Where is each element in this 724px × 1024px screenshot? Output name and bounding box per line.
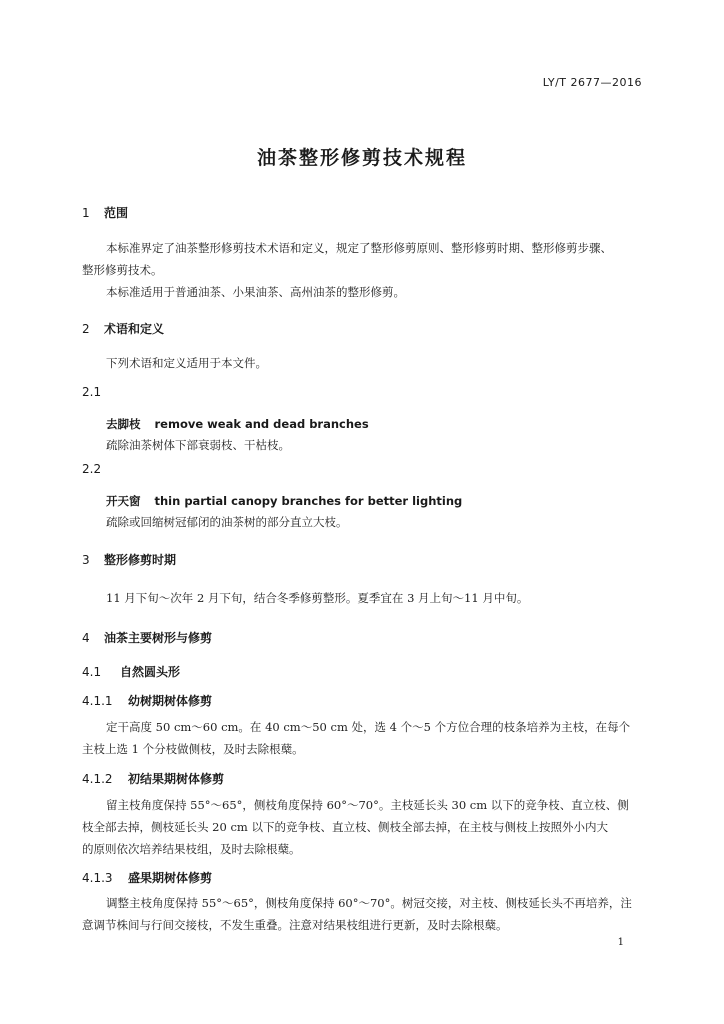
document-title: 油茶整形修剪技术规程 (256, 147, 467, 169)
section-4-1-1-number: 4.1.1 (82, 694, 113, 708)
section-1-title: 范围 (104, 206, 129, 220)
scope-paragraph-2: 本标准适用于普通油茶、小果油茶、高州油茶的整形修剪。 (106, 285, 405, 299)
page-number: 1 (617, 937, 624, 948)
full-fruiting-paragraph-line-2: 意调节株间与行间交接枝，不发生重叠。注意对结果枝组进行更新，及时去除根蘖。 (82, 918, 508, 932)
section-2-heading (82, 320, 164, 337)
section-4-1-3-heading (82, 869, 212, 886)
scope-paragraph-1-line-2: 整形修剪技术。 (82, 263, 163, 277)
term-2-1-number: 2.1 (82, 385, 102, 399)
early-fruiting-paragraph-line-1: 留主枝角度保持 55°～65°，侧枝角度保持 60°～70°。主枝延长头 30 cm 以下的竞争枝、直立枝、侧 (106, 798, 629, 812)
term-2-1-english: remove weak and dead branches (154, 417, 369, 431)
section-4-1-2-heading (82, 770, 224, 787)
young-tree-paragraph-line-1: 定干高度 50 cm～60 cm。在 40 cm～50 cm 处，选 4 个～5 个方位合理的枝条培养为主枝，在每个 (106, 720, 631, 734)
section-3-title: 整形修剪时期 (104, 553, 177, 567)
section-4-1-2-number: 4.1.2 (82, 772, 113, 786)
section-4-1-2-title: 初结果期树体修剪 (128, 772, 225, 786)
term-2-2-english: thin partial canopy branches for better lighting (154, 494, 463, 508)
section-4-title: 油茶主要树形与修剪 (104, 631, 213, 645)
section-4-1-3-number: 4.1.3 (82, 871, 113, 885)
section-4-1-3-title: 盛果期树体修剪 (128, 871, 213, 885)
section-2-title: 术语和定义 (104, 322, 165, 336)
section-2-number: 2 (82, 322, 90, 336)
early-fruiting-paragraph-line-3: 的原则依次培养结果枝组，及时去除根蘖。 (82, 842, 301, 856)
term-2-2-chinese: 开天窗 (106, 494, 141, 508)
section-1-number: 1 (82, 206, 90, 220)
section-4-1-heading (82, 663, 180, 680)
section-3-number: 3 (82, 553, 90, 567)
term-2-1-chinese: 去脚枝 (106, 417, 141, 431)
section-3-heading (82, 551, 176, 568)
section-4-1-number: 4.1 (82, 665, 102, 679)
section-4-heading (82, 629, 212, 646)
term-2-1 (106, 416, 369, 432)
section-4-number: 4 (82, 631, 90, 645)
young-tree-paragraph-line-2: 主枝上选 1 个分枝做侧枝，及时去除根蘖。 (82, 742, 304, 756)
terms-intro: 下列术语和定义适用于本文件。 (106, 356, 267, 370)
section-1-heading (82, 204, 128, 221)
term-2-2 (106, 493, 462, 509)
early-fruiting-paragraph-line-2: 枝全部去掉，侧枝延长头 20 cm 以下的竞争枝、直立枝、侧枝全部去掉，在主枝与侧枝上按照外小内大 (82, 820, 608, 834)
term-2-2-definition: 疏除或回缩树冠郁闭的油茶树的部分直立大枝。 (106, 515, 348, 529)
pruning-period-paragraph: 11 月下旬～次年 2 月下旬，结合冬季修剪整形。夏季宜在 3 月上旬～11 月中旬。 (106, 591, 529, 605)
section-4-1-1-heading (82, 692, 212, 709)
full-fruiting-paragraph-line-1: 调整主枝角度保持 55°～65°，侧枝角度保持 60°～70°。树冠交接，对主枝、侧枝延长头不再培养，注 (106, 896, 632, 910)
section-4-1-title: 自然圆头形 (120, 665, 181, 679)
section-4-1-1-title: 幼树期树体修剪 (128, 694, 213, 708)
scope-paragraph-1-line-1: 本标准界定了油茶整形修剪技术术语和定义，规定了整形修剪原则、整形修剪时期、整形修剪步骤、 (106, 241, 612, 255)
term-2-2-number: 2.2 (82, 462, 102, 476)
term-2-1-definition: 疏除油茶树体下部衰弱枝、干枯枝。 (106, 438, 290, 452)
standard-number: LY/T 2677—2016 (542, 76, 642, 89)
